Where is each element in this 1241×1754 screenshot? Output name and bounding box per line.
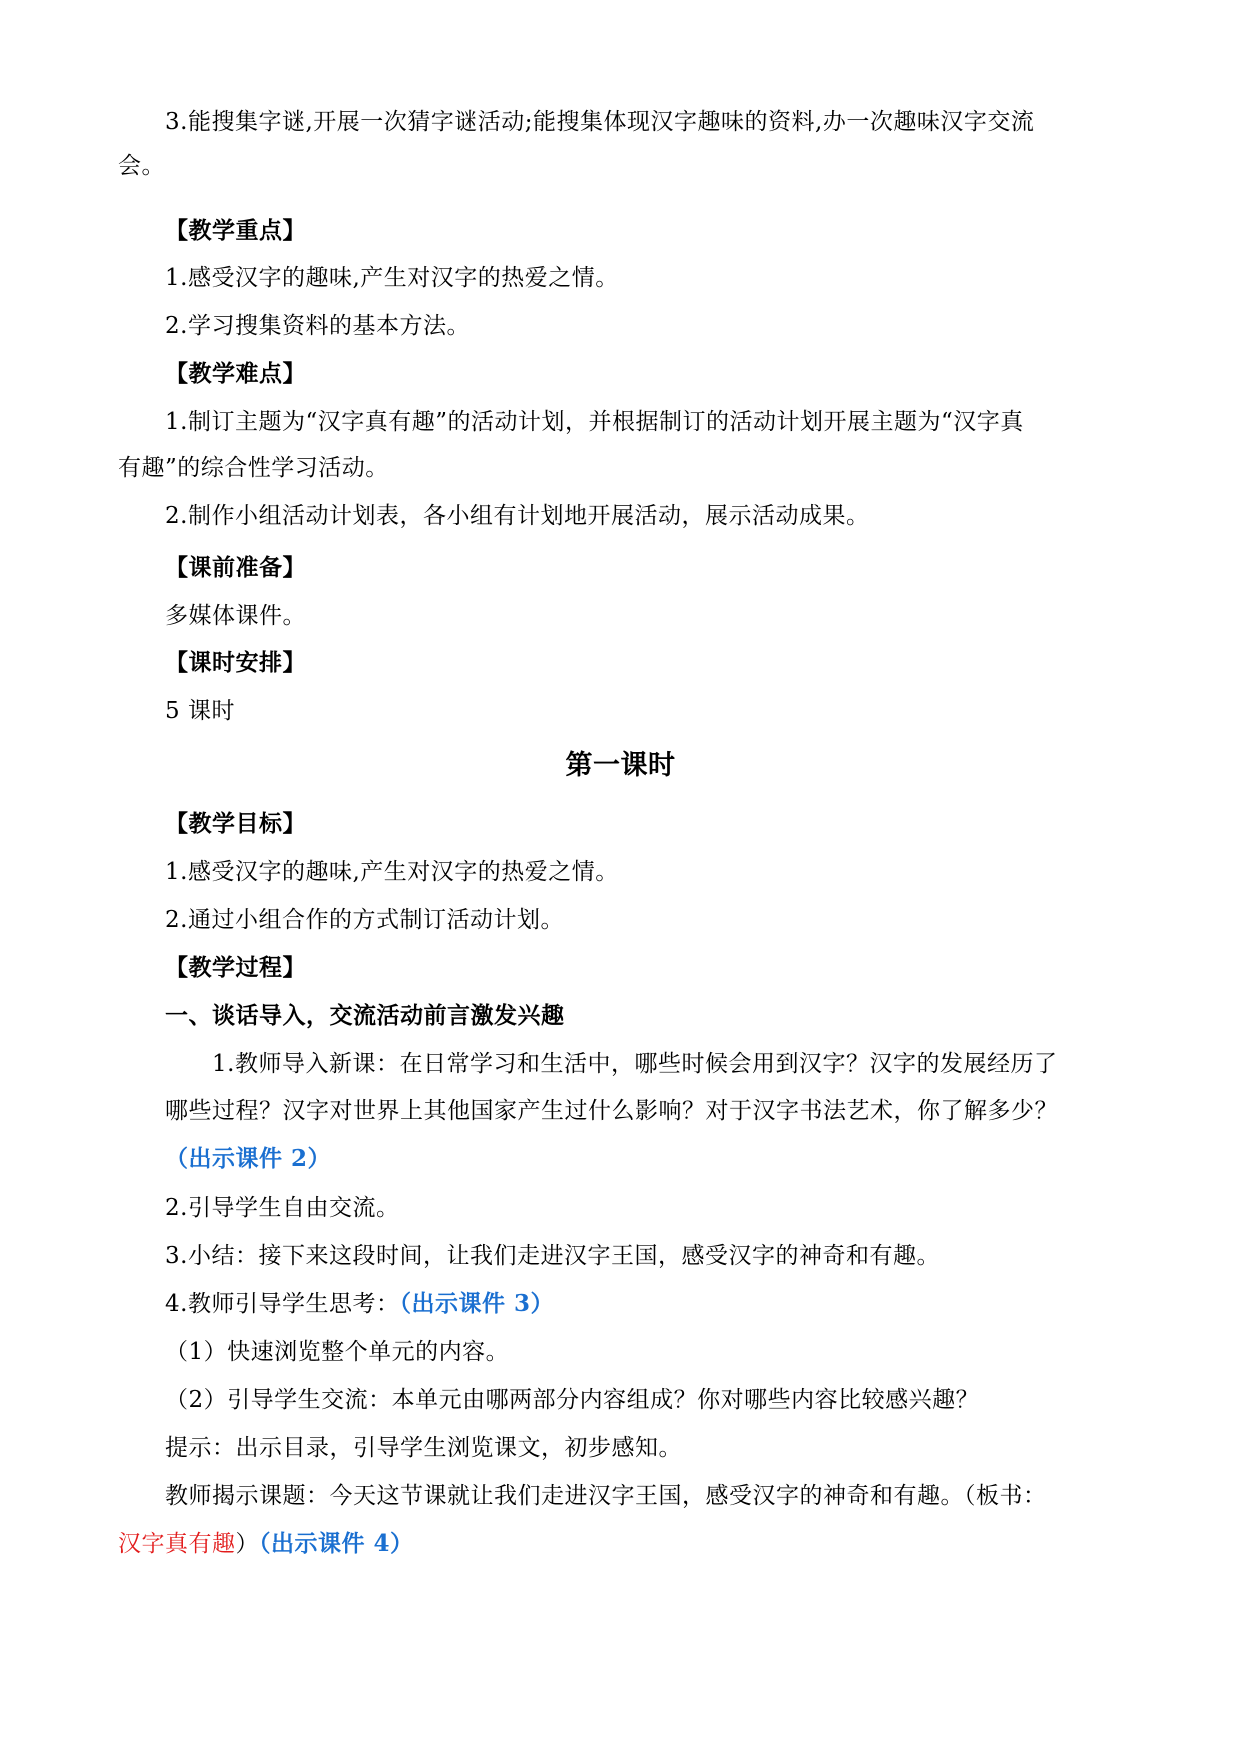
courseware-ref-4: （出示课件 4） xyxy=(259,1530,414,1557)
step-1-line-2: 哪些过程？汉字对世界上其他国家产生过什么影响？对于汉字书法艺术，你了解多少？ xyxy=(165,1098,1058,1124)
board-writing-close: ） xyxy=(235,1531,259,1557)
step-1-line-1: 1.教师导入新课：在日常学习和生活中，哪些时候会用到汉字？汉字的发展经历了 xyxy=(212,1051,1058,1077)
heading-schedule: 【课时安排】 xyxy=(165,649,306,676)
step-2: 2.引导学生自由交流。 xyxy=(165,1195,400,1221)
step-3: 3.小结：接下来这段时间，让我们走进汉字王国，感受汉字的神奇和有趣。 xyxy=(165,1243,940,1269)
preparation-text: 多媒体课件。 xyxy=(165,603,306,629)
schedule-text: 5 课时 xyxy=(165,698,235,724)
step-4-text: 4.教师引导学生思考： xyxy=(165,1291,400,1317)
heading-difficulties: 【教学难点】 xyxy=(165,360,306,387)
heading-key-points: 【教学重点】 xyxy=(165,217,306,244)
difficulty-2: 2.制作小组活动计划表，各小组有计划地开展活动，展示活动成果。 xyxy=(165,503,870,529)
board-writing: 汉字真有趣 xyxy=(118,1531,236,1557)
reveal-topic-line-1: 教师揭示课题：今天这节课就让我们走进汉字王国，感受汉字的神奇和有趣。（板书： xyxy=(165,1483,1047,1509)
objective-2: 2.通过小组合作的方式制订活动计划。 xyxy=(165,907,564,933)
question-2: （2）引导学生交流：本单元由哪两部分内容组成？你对哪些内容比较感兴趣？ xyxy=(165,1387,980,1413)
key-point-1: 1.感受汉字的趣味,产生对汉字的热爱之情。 xyxy=(165,265,619,291)
courseware-ref-2: （出示课件 2） xyxy=(165,1145,332,1172)
difficulty-1-line-1: 1.制订主题为“汉字真有趣”的活动计划，并根据制订的活动计划开展主题为“汉字真 xyxy=(165,409,1024,435)
reveal-topic-line-2 xyxy=(118,1528,414,1560)
key-point-2: 2.学习搜集资料的基本方法。 xyxy=(165,313,470,339)
lesson-title: 第一课时 xyxy=(565,750,676,781)
tip-text: 提示：出示目录，引导学生浏览课文，初步感知。 xyxy=(165,1435,682,1461)
goal-3-line-1: 3.能搜集字谜,开展一次猜字谜活动;能搜集体现汉字趣味的资料,办一次趣味汉字交流 xyxy=(165,109,1035,135)
difficulty-1-line-2: 有趣”的综合性学习活动。 xyxy=(118,455,389,481)
section-1-heading: 一、谈话导入，交流活动前言激发兴趣 xyxy=(165,1002,565,1029)
objective-1: 1.感受汉字的趣味,产生对汉字的热爱之情。 xyxy=(165,859,619,885)
heading-preparation: 【课前准备】 xyxy=(165,554,306,581)
question-1: （1）快速浏览整个单元的内容。 xyxy=(165,1339,510,1365)
heading-process: 【教学过程】 xyxy=(165,954,306,981)
courseware-ref-3: （出示课件 3） xyxy=(399,1290,554,1317)
step-4 xyxy=(165,1288,554,1320)
goal-3-line-2: 会。 xyxy=(118,153,165,179)
heading-objectives: 【教学目标】 xyxy=(165,810,306,837)
